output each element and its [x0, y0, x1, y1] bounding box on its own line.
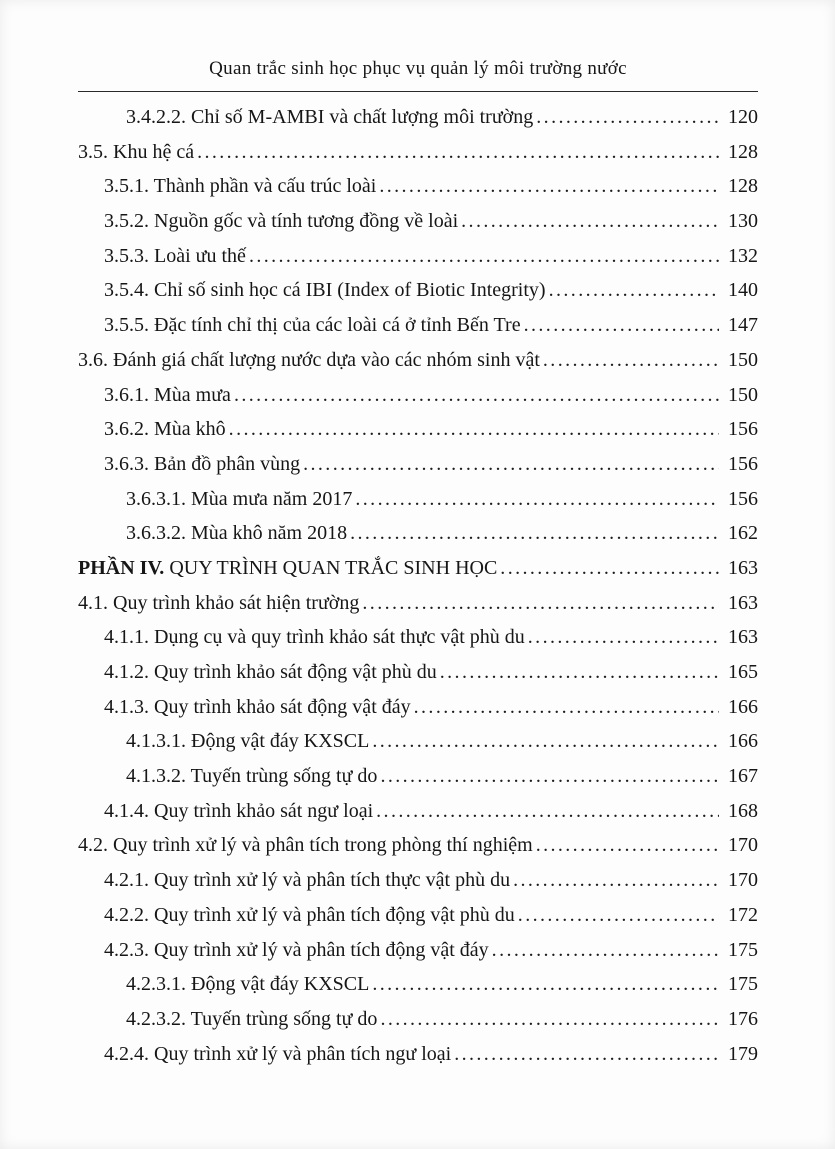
toc-entry-page: 175 [728, 973, 758, 996]
toc-entry-title: 4.2.3.2. Tuyến trùng sống tự do [126, 1007, 378, 1030]
toc-entry-page: 163 [728, 591, 758, 614]
toc-entry [78, 100, 758, 135]
toc-entry [78, 308, 758, 343]
toc-dot-leader [303, 447, 719, 482]
toc-entry-page: 167 [728, 765, 758, 788]
toc-dot-leader [536, 828, 719, 863]
toc-entry-title: 3.4.2.2. Chỉ số M-AMBI và chất lượng môi trường [126, 106, 534, 128]
toc-dot-leader [518, 898, 719, 933]
toc-entry-page: 176 [728, 1007, 758, 1030]
toc-dot-leader [513, 863, 719, 898]
toc-entry-title: 3.6.1. Mùa mưa [104, 383, 231, 406]
toc-entry [78, 204, 758, 239]
toc-entry-title: 3.6.2. Mùa khô [104, 418, 226, 441]
toc-entry-title: 4.1.3. Quy trình khảo sát động vật đáy [104, 695, 411, 718]
toc-dot-leader [229, 412, 719, 447]
toc-dot-leader [454, 1037, 719, 1072]
toc-entry-page: 147 [728, 314, 758, 337]
toc-dot-leader [440, 655, 719, 690]
toc-entry [78, 759, 758, 794]
toc-entry [78, 967, 758, 1002]
toc-entry-title: PHẦN IV. QUY TRÌNH QUAN TRẮC SINH HỌC [78, 556, 498, 579]
toc-entry [78, 586, 758, 621]
toc-entry-page: 166 [728, 730, 758, 753]
toc-list [78, 100, 758, 1071]
toc-entry-title: 3.5. Khu hệ cá [78, 140, 195, 163]
toc-entry-page: 156 [728, 452, 758, 475]
toc-entry-title: 4.2.4. Quy trình xử lý và phân tích ngư loại [104, 1042, 452, 1065]
running-header-text: Quan trắc sinh học phục vụ quản lý môi trường nước [209, 58, 627, 79]
toc-entry [78, 516, 758, 551]
toc-entry-page: 156 [728, 418, 758, 441]
toc-entry-title: 3.6.3.2. Mùa khô năm 2018 [126, 522, 348, 545]
toc-entry-page: 150 [728, 383, 758, 406]
toc-entry-page: 179 [728, 1042, 758, 1065]
toc-entry [78, 169, 758, 204]
toc-entry-page: 175 [728, 938, 758, 961]
toc-entry-page: 128 [728, 175, 758, 198]
toc-entry [78, 239, 758, 274]
toc-dot-leader [249, 239, 719, 274]
toc-dot-leader [380, 1002, 719, 1037]
toc-dot-leader [536, 100, 719, 135]
toc-entry [78, 620, 758, 655]
toc-entry [78, 828, 758, 863]
toc-dot-leader [234, 378, 719, 413]
toc-entry-page: 172 [728, 903, 758, 926]
toc-entry-page: 165 [728, 661, 758, 683]
toc-entry-title: 4.2.3.1. Động vật đáy KXSCL [126, 973, 370, 996]
toc-entry-page: 132 [728, 244, 758, 267]
toc-entry-page: 166 [728, 695, 758, 718]
toc-entry-page: 130 [728, 210, 758, 233]
toc-entry-page: 156 [728, 487, 758, 510]
toc-entry [78, 135, 758, 170]
toc-entry-title: 4.2.3. Quy trình xử lý và phân tích động vật đáy [104, 938, 489, 961]
toc-dot-leader [543, 343, 719, 378]
toc-dot-leader [376, 794, 719, 829]
toc-dot-leader [379, 169, 719, 204]
toc-entry-title: 3.5.3. Loài ưu thế [104, 244, 246, 267]
toc-entry-page: 163 [728, 556, 758, 579]
toc-dot-leader [362, 586, 719, 621]
toc-entry-title: 4.1.2. Quy trình khảo sát động vật phù du [104, 661, 437, 683]
toc-entry-title: 3.5.4. Chỉ số sinh học cá IBI (Index of Biotic Integrity) [104, 279, 546, 302]
toc-entry [78, 1002, 758, 1037]
toc-entry [78, 794, 758, 829]
running-header [78, 56, 758, 92]
toc-entry-title: 3.5.5. Đặc tính chỉ thị của các loài cá ở tỉnh Bến Tre [104, 314, 521, 337]
toc-dot-leader [461, 204, 719, 239]
toc-entry-title: 3.6.3. Bản đồ phân vùng [104, 452, 301, 475]
toc-entry [78, 690, 758, 725]
toc-entry-title: 4.1.3.2. Tuyến trùng sống tự do [126, 765, 378, 788]
toc-entry-page: 128 [728, 140, 758, 163]
toc-entry-page: 150 [728, 348, 758, 371]
toc-entry-title: 4.1.1. Dụng cụ và quy trình khảo sát thực vật phù du [104, 626, 525, 649]
toc-dot-leader [355, 482, 719, 517]
toc-entry [78, 1037, 758, 1072]
toc-entry-page: 163 [728, 626, 758, 649]
toc-entry [78, 447, 758, 482]
toc-entry-title: 3.6.3.1. Mùa mưa năm 2017 [126, 487, 353, 510]
toc-entry [78, 482, 758, 517]
toc-entry [78, 655, 758, 690]
toc-entry-page: 140 [728, 279, 758, 302]
header-divider [78, 91, 758, 92]
toc-dot-leader [414, 690, 719, 725]
toc-entry-page: 170 [728, 834, 758, 857]
toc-dot-leader [350, 516, 719, 551]
toc-dot-leader [492, 933, 719, 968]
toc-dot-leader [372, 967, 719, 1002]
toc-dot-leader [524, 308, 719, 343]
toc-dot-leader [372, 724, 719, 759]
toc-entry [78, 412, 758, 447]
toc-entry [78, 551, 758, 586]
toc-dot-leader [528, 620, 719, 655]
toc-entry-title: 3.6. Đánh giá chất lượng nước dựa vào các nhóm sinh vật [78, 348, 540, 371]
toc-entry-page: 162 [728, 522, 758, 545]
toc-dot-leader [380, 759, 719, 794]
toc-entry [78, 724, 758, 759]
toc-entry-title: 4.1.4. Quy trình khảo sát ngư loại [104, 799, 374, 822]
toc-entry [78, 343, 758, 378]
toc-entry-page: 170 [728, 869, 758, 892]
toc-entry [78, 273, 758, 308]
toc-dot-leader [500, 551, 719, 586]
toc-entry-title: 3.5.2. Nguồn gốc và tính tương đồng về loài [104, 210, 459, 233]
toc-entry-title: 4.1.3.1. Động vật đáy KXSCL [126, 730, 370, 753]
toc-entry-page: 120 [728, 106, 758, 128]
toc-entry-title: 4.2. Quy trình xử lý và phân tích trong phòng thí nghiệm [78, 834, 533, 857]
toc-entry-title: 3.5.1. Thành phần và cấu trúc loài [104, 175, 377, 198]
toc-entry-title: 4.1. Quy trình khảo sát hiện trường [78, 591, 360, 614]
toc-entry [78, 863, 758, 898]
toc-entry-bold-prefix: PHẦN IV. [78, 556, 165, 579]
toc-dot-leader [549, 273, 719, 308]
toc-entry [78, 898, 758, 933]
toc-dot-leader [197, 135, 719, 170]
toc-entry-page: 168 [728, 799, 758, 822]
toc-entry-title: 4.2.1. Quy trình xử lý và phân tích thực vật phù du [104, 869, 511, 892]
toc-entry [78, 378, 758, 413]
toc-entry [78, 933, 758, 968]
toc-entry-title: 4.2.2. Quy trình xử lý và phân tích động vật phù du [104, 903, 515, 926]
